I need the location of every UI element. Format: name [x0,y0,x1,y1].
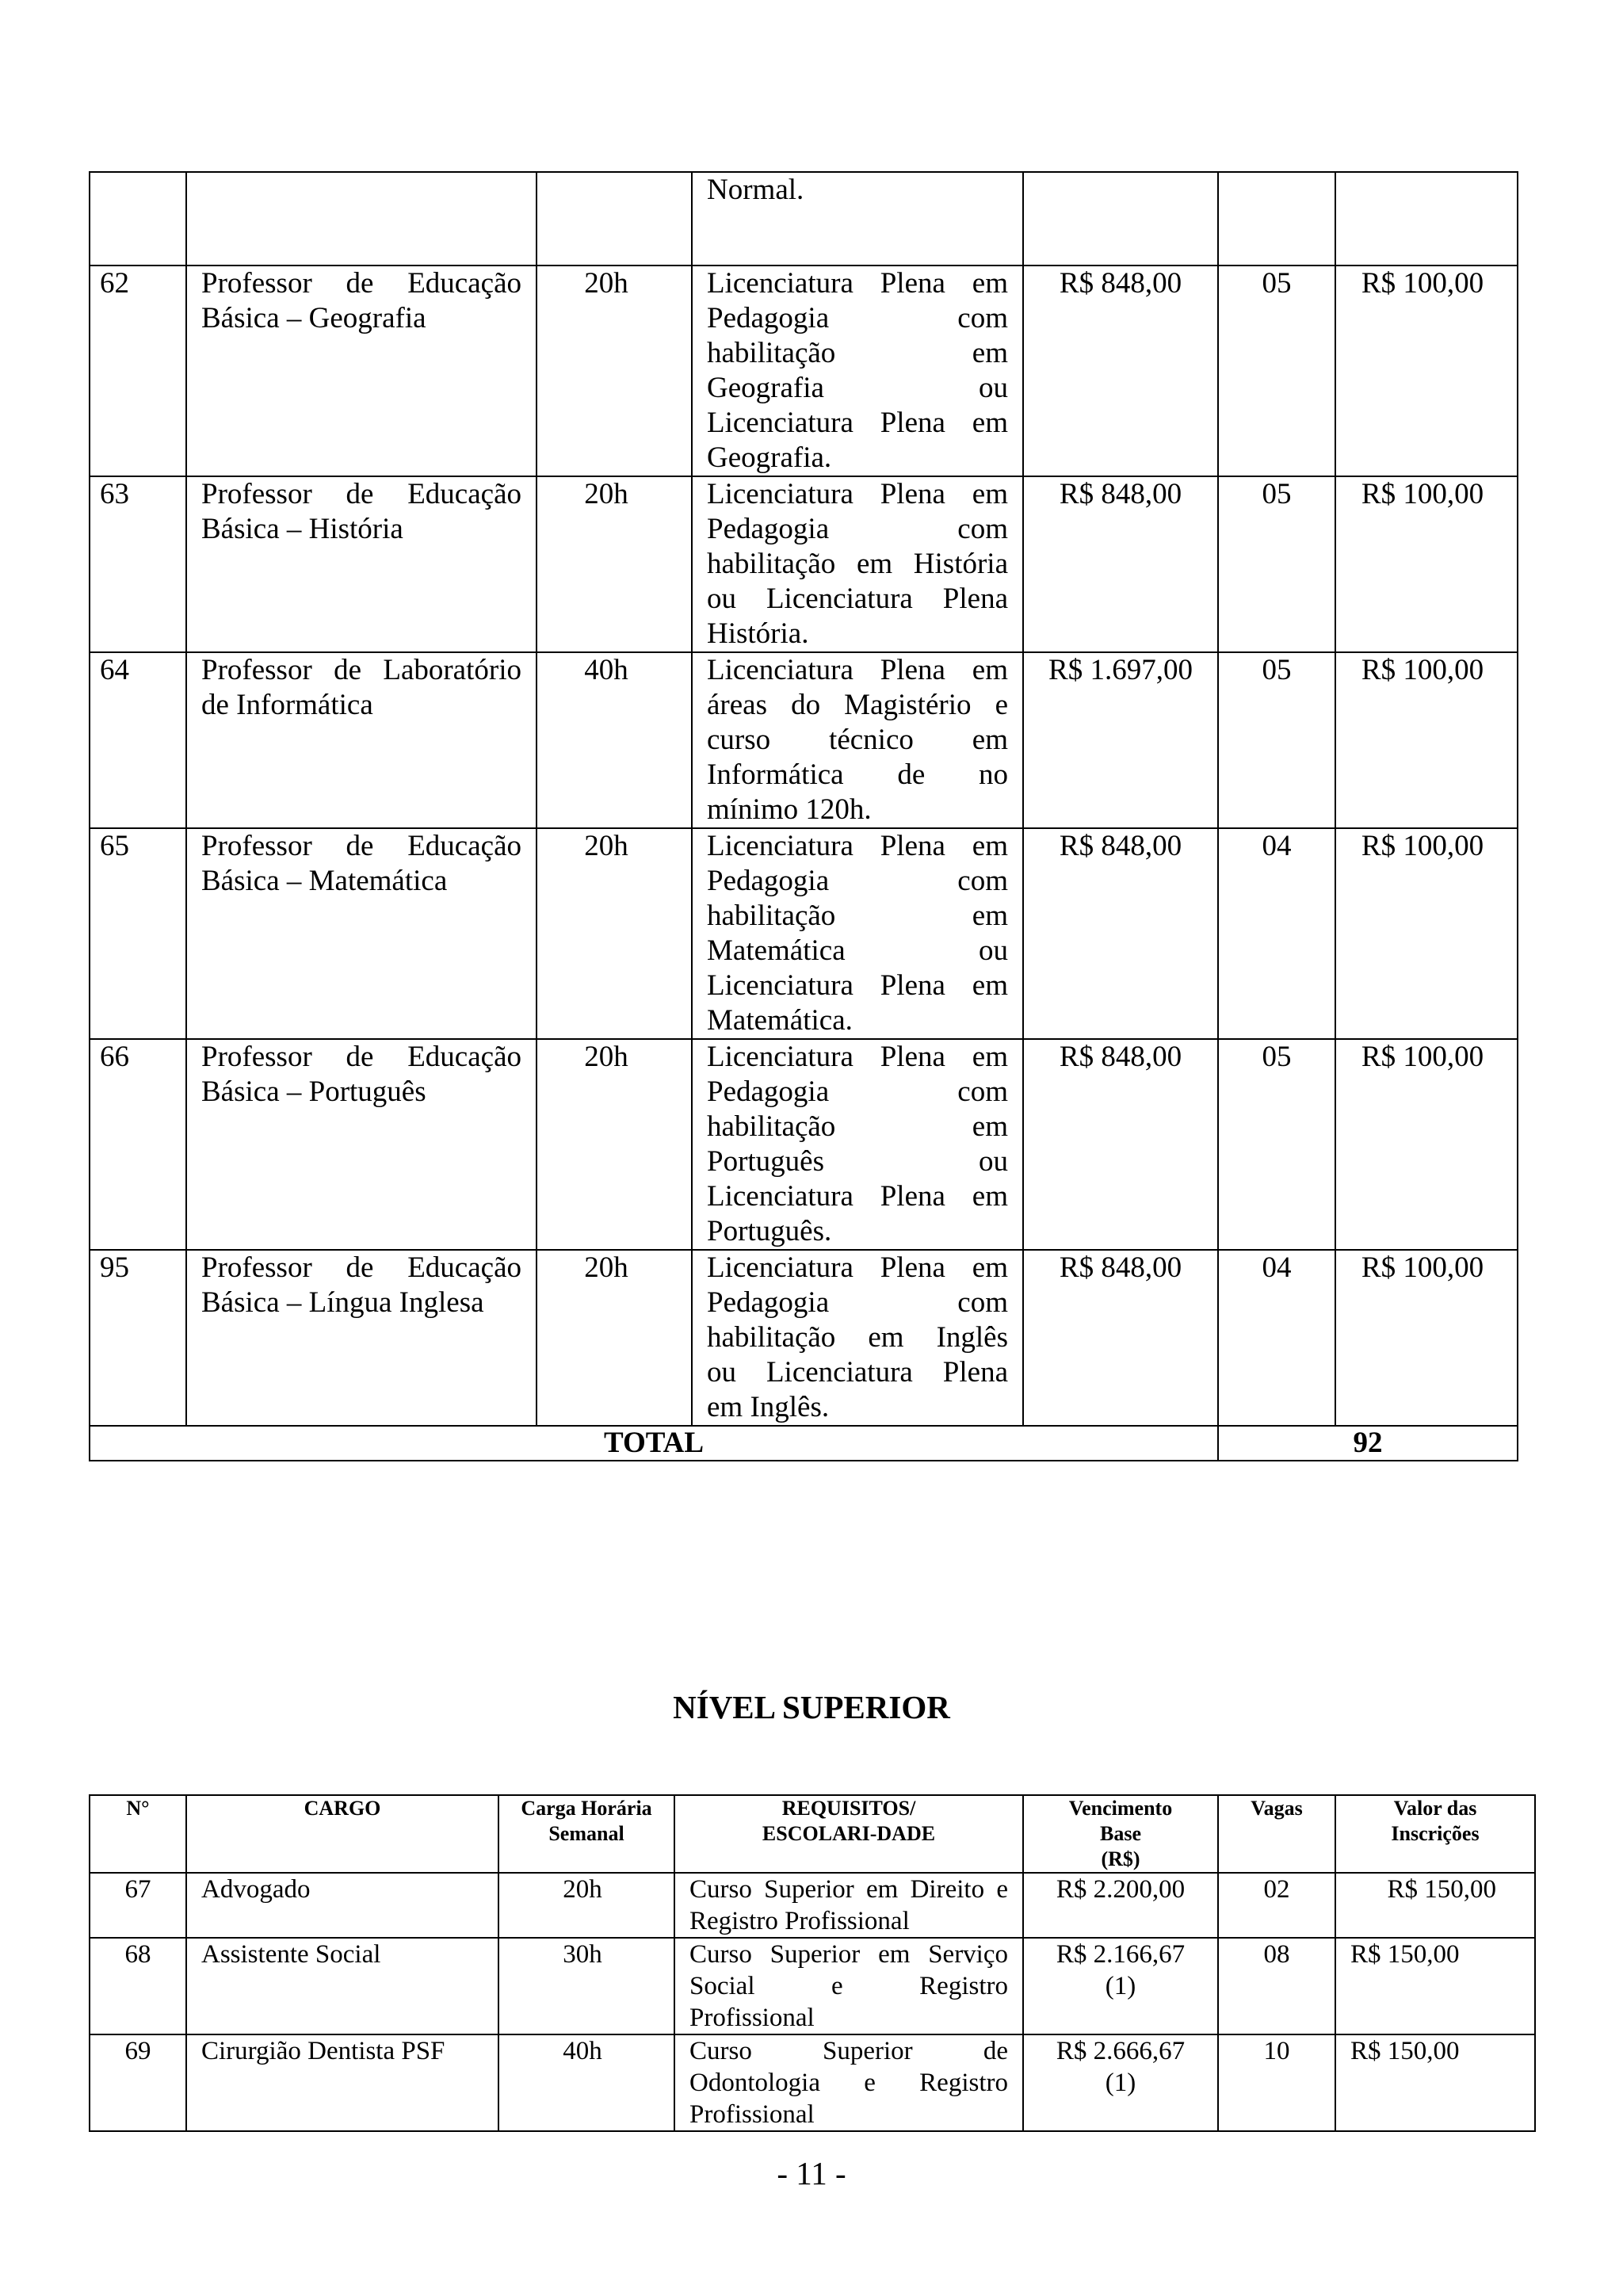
cell-requisitos: Licenciatura Plena em Pedagogia com habilitação em História ou Licenciatura Plena História. [692,476,1023,652]
cell-vencimento: R$ 2.200,00 [1023,1873,1218,1938]
cell-cargo: Assistente Social [186,1938,498,2034]
table-header-row [90,1795,1535,1873]
cell-num [90,172,186,266]
cell-num: 67 [90,1873,186,1938]
cell-num: 65 [90,828,186,1039]
cell-requisitos: Curso Superior em Direito e Registro Profissional [674,1873,1023,1938]
cell-num: 69 [90,2034,186,2131]
header-num: N° [90,1795,186,1873]
table-row [90,828,1518,1039]
page-number: - 11 - [777,2155,846,2191]
cell-carga [537,172,692,266]
cell-vencimento: R$ 848,00 [1023,476,1218,652]
cell-requisitos: Licenciatura Plena em Pedagogia com habilitação em Inglês ou Licenciatura Plena em Inglês. [692,1250,1023,1426]
cell-vencimento: R$ 848,00 [1023,266,1218,476]
header-requisitos: REQUISITOS/ ESCOLARI-DADE [674,1795,1023,1873]
table-row [90,652,1518,828]
vacancy-table-superior [89,1794,1536,2132]
cell-vencimento: R$ 848,00 [1023,828,1218,1039]
cell-vagas: 05 [1218,1039,1335,1250]
cell-valor: R$ 100,00 [1335,1039,1518,1250]
cell-vagas: 05 [1218,652,1335,828]
cell-vagas: 04 [1218,1250,1335,1426]
cell-vagas: 10 [1218,2034,1335,2131]
cell-num: 62 [90,266,186,476]
cell-requisitos: Licenciatura Plena em áreas do Magistério e curso técnico em Informática de no mínimo 120h. [692,652,1023,828]
table-row [90,2034,1535,2131]
cell-cargo: Professor de Laboratório de Informática [186,652,537,828]
table-row [90,1039,1518,1250]
total-row [90,1426,1518,1461]
table-row [90,266,1518,476]
cell-cargo: Professor de Educação Básica – História [186,476,537,652]
cell-valor: R$ 100,00 [1335,1250,1518,1426]
cell-vagas: 02 [1218,1873,1335,1938]
header-valor: Valor das Inscrições [1335,1795,1535,1873]
cell-valor [1335,172,1518,266]
header-vencimento: Vencimento Base (R$) [1023,1795,1218,1873]
vacancy-table-continuation [89,171,1518,1461]
header-vagas: Vagas [1218,1795,1335,1873]
table-row-continuation [90,172,1518,266]
total-label: TOTAL [90,1426,1218,1461]
cell-requisitos: Licenciatura Plena em Pedagogia com habilitação em Português ou Licenciatura Plena em Português. [692,1039,1023,1250]
table-row [90,1250,1518,1426]
cell-carga: 40h [498,2034,674,2131]
cell-valor: R$ 100,00 [1335,266,1518,476]
cell-carga: 30h [498,1938,674,2034]
cell-num: 68 [90,1938,186,2034]
header-carga: Carga Horária Semanal [498,1795,674,1873]
cell-num: 63 [90,476,186,652]
total-value: 92 [1218,1426,1518,1461]
cell-vagas: 08 [1218,1938,1335,2034]
cell-carga: 20h [537,828,692,1039]
header-cargo: CARGO [186,1795,498,1873]
cell-valor: R$ 150,00 [1335,1938,1535,2034]
cell-cargo: Cirurgião Dentista PSF [186,2034,498,2131]
cell-valor: R$ 100,00 [1335,652,1518,828]
cell-cargo: Advogado [186,1873,498,1938]
cell-vagas: 05 [1218,476,1335,652]
cell-requisitos: Licenciatura Plena em Pedagogia com habilitação em Matemática ou Licenciatura Plena em Matemática. [692,828,1023,1039]
cell-cargo: Professor de Educação Básica – Língua Inglesa [186,1250,537,1426]
cell-vagas [1218,172,1335,266]
cell-carga: 20h [537,476,692,652]
cell-requisitos: Curso Superior de Odontologia e Registro Profissional [674,2034,1023,2131]
cell-vencimento: R$ 848,00 [1023,1039,1218,1250]
cell-cargo: Professor de Educação Básica – Matemática [186,828,537,1039]
table-row [90,1938,1535,2034]
section-heading: NÍVEL SUPERIOR [673,1689,950,1725]
cell-vencimento: R$ 2.666,67 (1) [1023,2034,1218,2131]
cell-cargo: Professor de Educação Básica – Português [186,1039,537,1250]
cell-requisitos: Normal. [692,172,1023,266]
cell-carga: 20h [537,266,692,476]
table-row [90,476,1518,652]
cell-num: 66 [90,1039,186,1250]
cell-valor: R$ 100,00 [1335,476,1518,652]
cell-vagas: 04 [1218,828,1335,1039]
cell-cargo [186,172,537,266]
cell-vagas: 05 [1218,266,1335,476]
cell-cargo: Professor de Educação Básica – Geografia [186,266,537,476]
cell-num: 64 [90,652,186,828]
cell-vencimento: R$ 2.166,67 (1) [1023,1938,1218,2034]
table-row [90,1873,1535,1938]
cell-vencimento: R$ 848,00 [1023,1250,1218,1426]
cell-carga: 40h [537,652,692,828]
cell-requisitos: Licenciatura Plena em Pedagogia com habilitação em Geografia ou Licenciatura Plena em Geografia. [692,266,1023,476]
cell-vencimento [1023,172,1218,266]
cell-carga: 20h [498,1873,674,1938]
cell-valor: R$ 100,00 [1335,828,1518,1039]
cell-num: 95 [90,1250,186,1426]
cell-carga: 20h [537,1250,692,1426]
cell-carga: 20h [537,1039,692,1250]
cell-vencimento: R$ 1.697,00 [1023,652,1218,828]
cell-requisitos: Curso Superior em Serviço Social e Registro Profissional [674,1938,1023,2034]
cell-valor: R$ 150,00 [1335,1873,1535,1938]
cell-valor: R$ 150,00 [1335,2034,1535,2131]
